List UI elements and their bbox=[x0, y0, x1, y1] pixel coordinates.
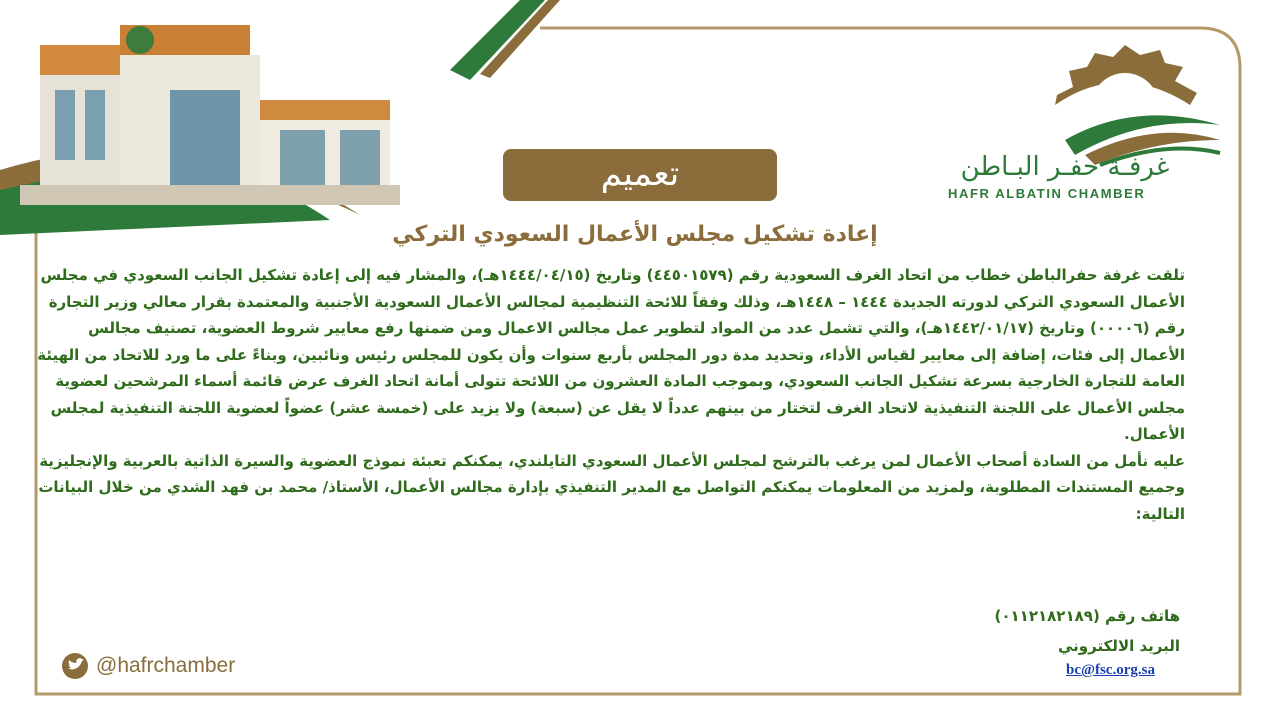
body-paragraph-2: عليه نأمل من السادة أصحاب الأعمال لمن يرغب بالترشح لمجلس الأعمال السعودي التايلندي، يمكنكم تعبئة نموذج العضوية والسيرة الذاتية بالعربية والإنجليزية وجميع المستندات المطلوبة، ولمزيد من المعلومات يمكنكم التواصل مع المدير التنفيذي بإدارة مجالس الأعمال، الأستاذ/ محمد بن فهد الشدي من خلال البيانات التالية: bbox=[38, 451, 1185, 523]
logo-arabic-name: غرفـة حفـر البـاطن bbox=[960, 152, 1170, 182]
email-link[interactable]: bc@fsc.org.sa bbox=[1066, 662, 1155, 678]
social-handle-block bbox=[62, 652, 235, 680]
email-label: البريد الالكتروني bbox=[1058, 637, 1180, 655]
circular-body bbox=[30, 262, 1185, 527]
circular-badge: تعميم bbox=[503, 149, 777, 201]
twitter-icon[interactable] bbox=[62, 653, 88, 679]
chamber-building-image bbox=[0, 0, 440, 240]
page-title: إعادة تشكيل مجلس الأعمال السعودي التركي bbox=[392, 222, 878, 247]
social-handle-text[interactable]: @hafrchamber bbox=[96, 654, 236, 677]
body-paragraph-1: تلقت غرفة حفرالباطن خطاب من اتحاد الغرف السعودية رقم (٤٤٥٠١٥٧٩) وتاريخ (١٤٤٤/٠٤/١٥هـ)، والمشار فيه إلى إعادة تشكيل الجانب السعودي في مجلس الأعمال السعودي التركي لدورته الجديدة ١٤٤٤ – ١٤٤٨هـ، وذلك وفقاً للائحة التنظيمية لمجالس الأعمال السعودية الأجنبية والمعتمدة بقرار معالي وزير التجارة رقم (٠٠٠٠٦) وتاريخ (١٤٤٢/٠١/١٧هـ)، والتي تشمل عدد من المواد لتطوير عمل مجالس الاعمال ومن ضمنها رفع معايير شروط العضوية، تصنيف مجالس الأعمال إلى فئات، إضافة إلى معايير لقياس الأداء، وتحديد مدة دور المجلس بأربع سنوات وأن يكون للمجلس رئيس ونائبين، وبناءً على ما ورد للاتحاد من الهيئة العامة للتجارة الخارجية بسرعة تشكيل الجانب السعودي، وبموجب المادة العشرون من اللائحة تتولى أمانة اتحاد الغرف عرض قائمة أسماء المرشحين لعضوية مجلس الأعمال على اللجنة التنفيذية لاتحاد الغرف لتختار من بينهم عدداً لا يقل عن (سبعة) ولا يزيد على (خمسة عشر) عضواً لعضوية اللجنة التنفيذية لمجلس الأعمال. bbox=[37, 266, 1185, 443]
contact-block bbox=[995, 601, 1180, 661]
phone-number: هاتف رقم (٠١١٢١٨٢١٨٩) bbox=[994, 607, 1180, 625]
logo-english-name: HAFR ALBATIN CHAMBER bbox=[948, 186, 1146, 201]
